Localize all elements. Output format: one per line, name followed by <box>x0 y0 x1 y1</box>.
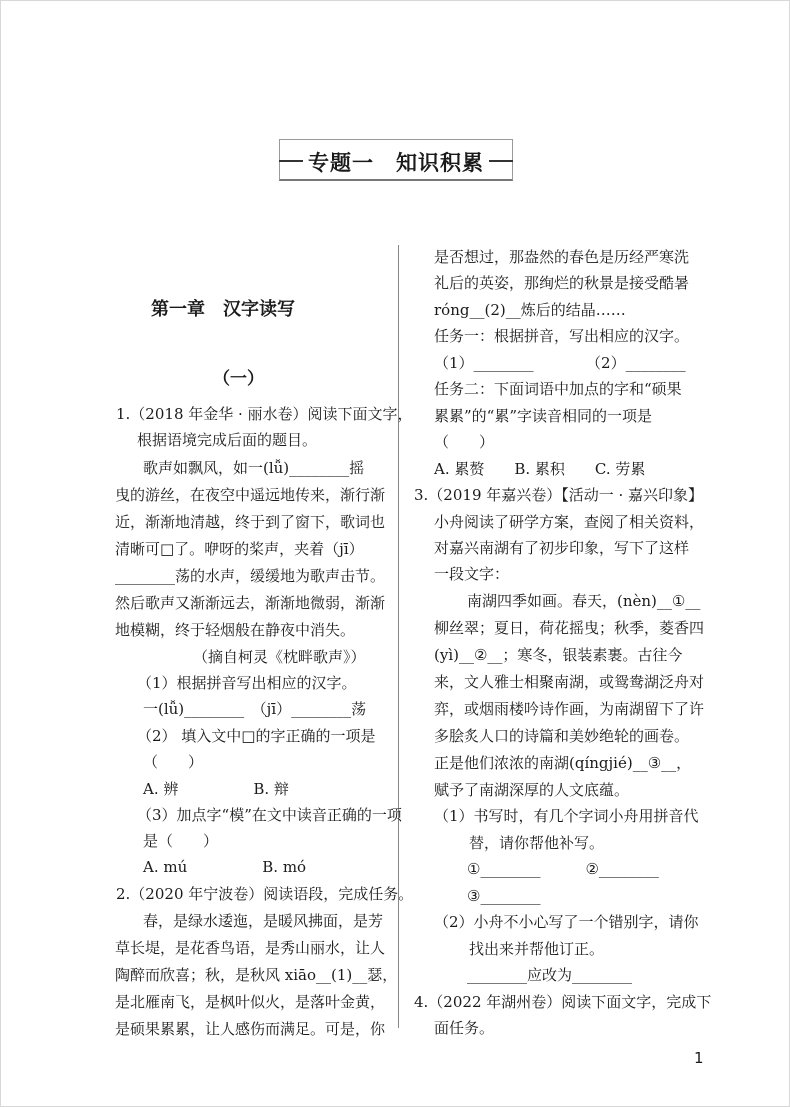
q3-passage-line4: 来，文人雅士相聚南湖，或鸳鸯湖泛舟对 <box>434 673 705 691</box>
q1-sub1: （1）根据拼音写出相应的汉字。 <box>137 674 357 692</box>
q1-passage-line2: 曳的游丝，在夜空中遥远地传来，渐行渐 <box>115 486 386 504</box>
q3-passage-line2: 柳丝翠；夏日，荷花摇曳；秋季，菱香四 <box>434 619 705 637</box>
q2-passage-line7: 礼后的英姿，那绚烂的秋景是接受酷暑 <box>434 274 690 292</box>
q3-intro-line4: 一段文字： <box>434 565 510 583</box>
q1-passage-line4: 清晰可□了。咿呀的桨声，夹着（jī） <box>115 540 364 558</box>
q3-passage-line1: 南湖四季如画。春天，(nèn)__①__ <box>467 592 701 610</box>
q1-passage-line7: 地模糊，终于轻烟般在静夜中消失。 <box>115 621 356 639</box>
q2-task1: 任务一：根据拼音，写出相应的汉字。 <box>434 327 690 345</box>
q1-passage-line1: 歌声如飘风，如一(lǚ)________摇 <box>143 459 365 477</box>
q1-sub3-options: A. mú B. mó <box>143 858 307 876</box>
q2-task2: 任务二：下面词语中加点的字和“硕果 <box>434 380 682 398</box>
q2-task1-blanks: （1）________ （2）________ <box>434 354 686 372</box>
page-number: 1 <box>694 1049 704 1067</box>
q3-passage-line7: 正是他们浓浓的南湖(qíngjié)__③__， <box>434 754 692 772</box>
q2-passage-line1: 春，是绿水逶迤，是暖风拂面，是芳 <box>143 912 384 930</box>
topic-title-box <box>279 139 513 181</box>
q1-passage-line3: 近，渐渐地清越，终于到了窗下，歌词也 <box>115 513 386 531</box>
q1-intro-line1: 1.（2018 年金华 · 丽水卷）阅读下面文字， <box>116 405 413 423</box>
q3-sub2: （2）小舟不小心写了一个错别字，请你 <box>434 913 699 931</box>
q2-passage-line2: 草长堤，是花香鸟语，是秀山丽水，让人 <box>115 939 386 957</box>
q1-sub1-blanks: 一(lǚ)________ （jī）________荡 <box>143 700 367 718</box>
q3-sub2-cont: 找出来并帮他订正。 <box>469 940 605 958</box>
q2-intro: 2.（2020 年宁波卷）阅读语段，完成任务。 <box>116 885 414 903</box>
q3-sub1-blanks-b: ③________ <box>467 887 541 905</box>
q2-passage-line6: 是否想过，那盎然的春色是历经严寒洗 <box>434 248 690 266</box>
q3-passage-line6: 多脍炙人口的诗篇和美妙绝轮的画卷。 <box>434 727 690 745</box>
q3-intro-line1: 3.（2019 年嘉兴卷）【活动一 · 嘉兴印象】 <box>414 486 704 504</box>
q3-intro-line2: 小舟阅读了研学方案，查阅了相关资料， <box>434 513 705 531</box>
q1-sub3-cont: 是（ ） <box>143 832 219 850</box>
q2-passage-line8: róng__(2)__炼后的结晶…… <box>434 301 626 319</box>
q2-task2-paren: （ ） <box>434 433 495 451</box>
q3-passage-line5: 弈，或烟雨楼吟诗作画，为南湖留下了许 <box>434 700 705 718</box>
q4-intro-line2: 面任务。 <box>434 1019 495 1037</box>
q3-sub2-blank: ________应改为________ <box>467 966 633 984</box>
q2-passage-line4: 是北雁南飞，是枫叶似火，是落叶金黄， <box>115 993 386 1011</box>
q1-sub3: （3）加点字“模”在文中读音正确的一项 <box>137 806 402 824</box>
q3-sub1-blanks-a: ①________ ②________ <box>467 860 659 878</box>
section-heading: （一） <box>213 369 264 389</box>
q3-sub1-cont: 替，请你帮他补写。 <box>469 834 605 852</box>
q2-passage-line3: 陶醉而欣喜；秋，是秋风 xiāo__(1)__瑟， <box>115 966 398 984</box>
q1-source: （摘自柯灵《枕畔歌声》） <box>193 648 366 666</box>
q2-passage-line5: 是硕果累累，让人感伤而满足。可是，你 <box>115 1020 386 1038</box>
q1-sub2: （2） 填入文中□的字正确的一项是 <box>137 727 376 745</box>
q3-intro-line3: 对嘉兴南湖有了初步印象，写下了这样 <box>434 539 690 557</box>
q1-sub2-options: A. 辨 B. 辩 <box>143 780 289 798</box>
column-divider <box>398 245 399 1028</box>
q2-task2-cont: 累累”的“累”字读音相同的一项是 <box>434 407 653 425</box>
q3-passage-line8: 赋予了南湖深厚的人文底蕴。 <box>434 781 630 799</box>
q3-sub1: （1）书写时，有几个字词小舟用拼音代 <box>434 807 699 825</box>
q1-passage-line5: ________荡的水声，缓缓地为歌声击节。 <box>115 567 386 585</box>
chapter-heading: 第一章 汉字读写 <box>151 299 295 320</box>
q3-passage-line3: (yì)__②__；寒冬，银装素裹。古往今 <box>434 646 683 664</box>
q4-intro-line1: 4.（2022 年湖州卷）阅读下面文字，完成下 <box>414 993 712 1011</box>
q1-sub2-paren: （ ） <box>143 753 204 771</box>
q1-passage-line6: 然后歌声又渐渐远去，渐渐地微弱，渐渐 <box>115 594 386 612</box>
q2-task2-options: A. 累赘 B. 累积 C. 劳累 <box>434 460 646 478</box>
q1-intro-line2: 根据语境完成后面的题目。 <box>137 431 318 449</box>
topic-title: 专题一 知识积累 <box>308 151 484 175</box>
